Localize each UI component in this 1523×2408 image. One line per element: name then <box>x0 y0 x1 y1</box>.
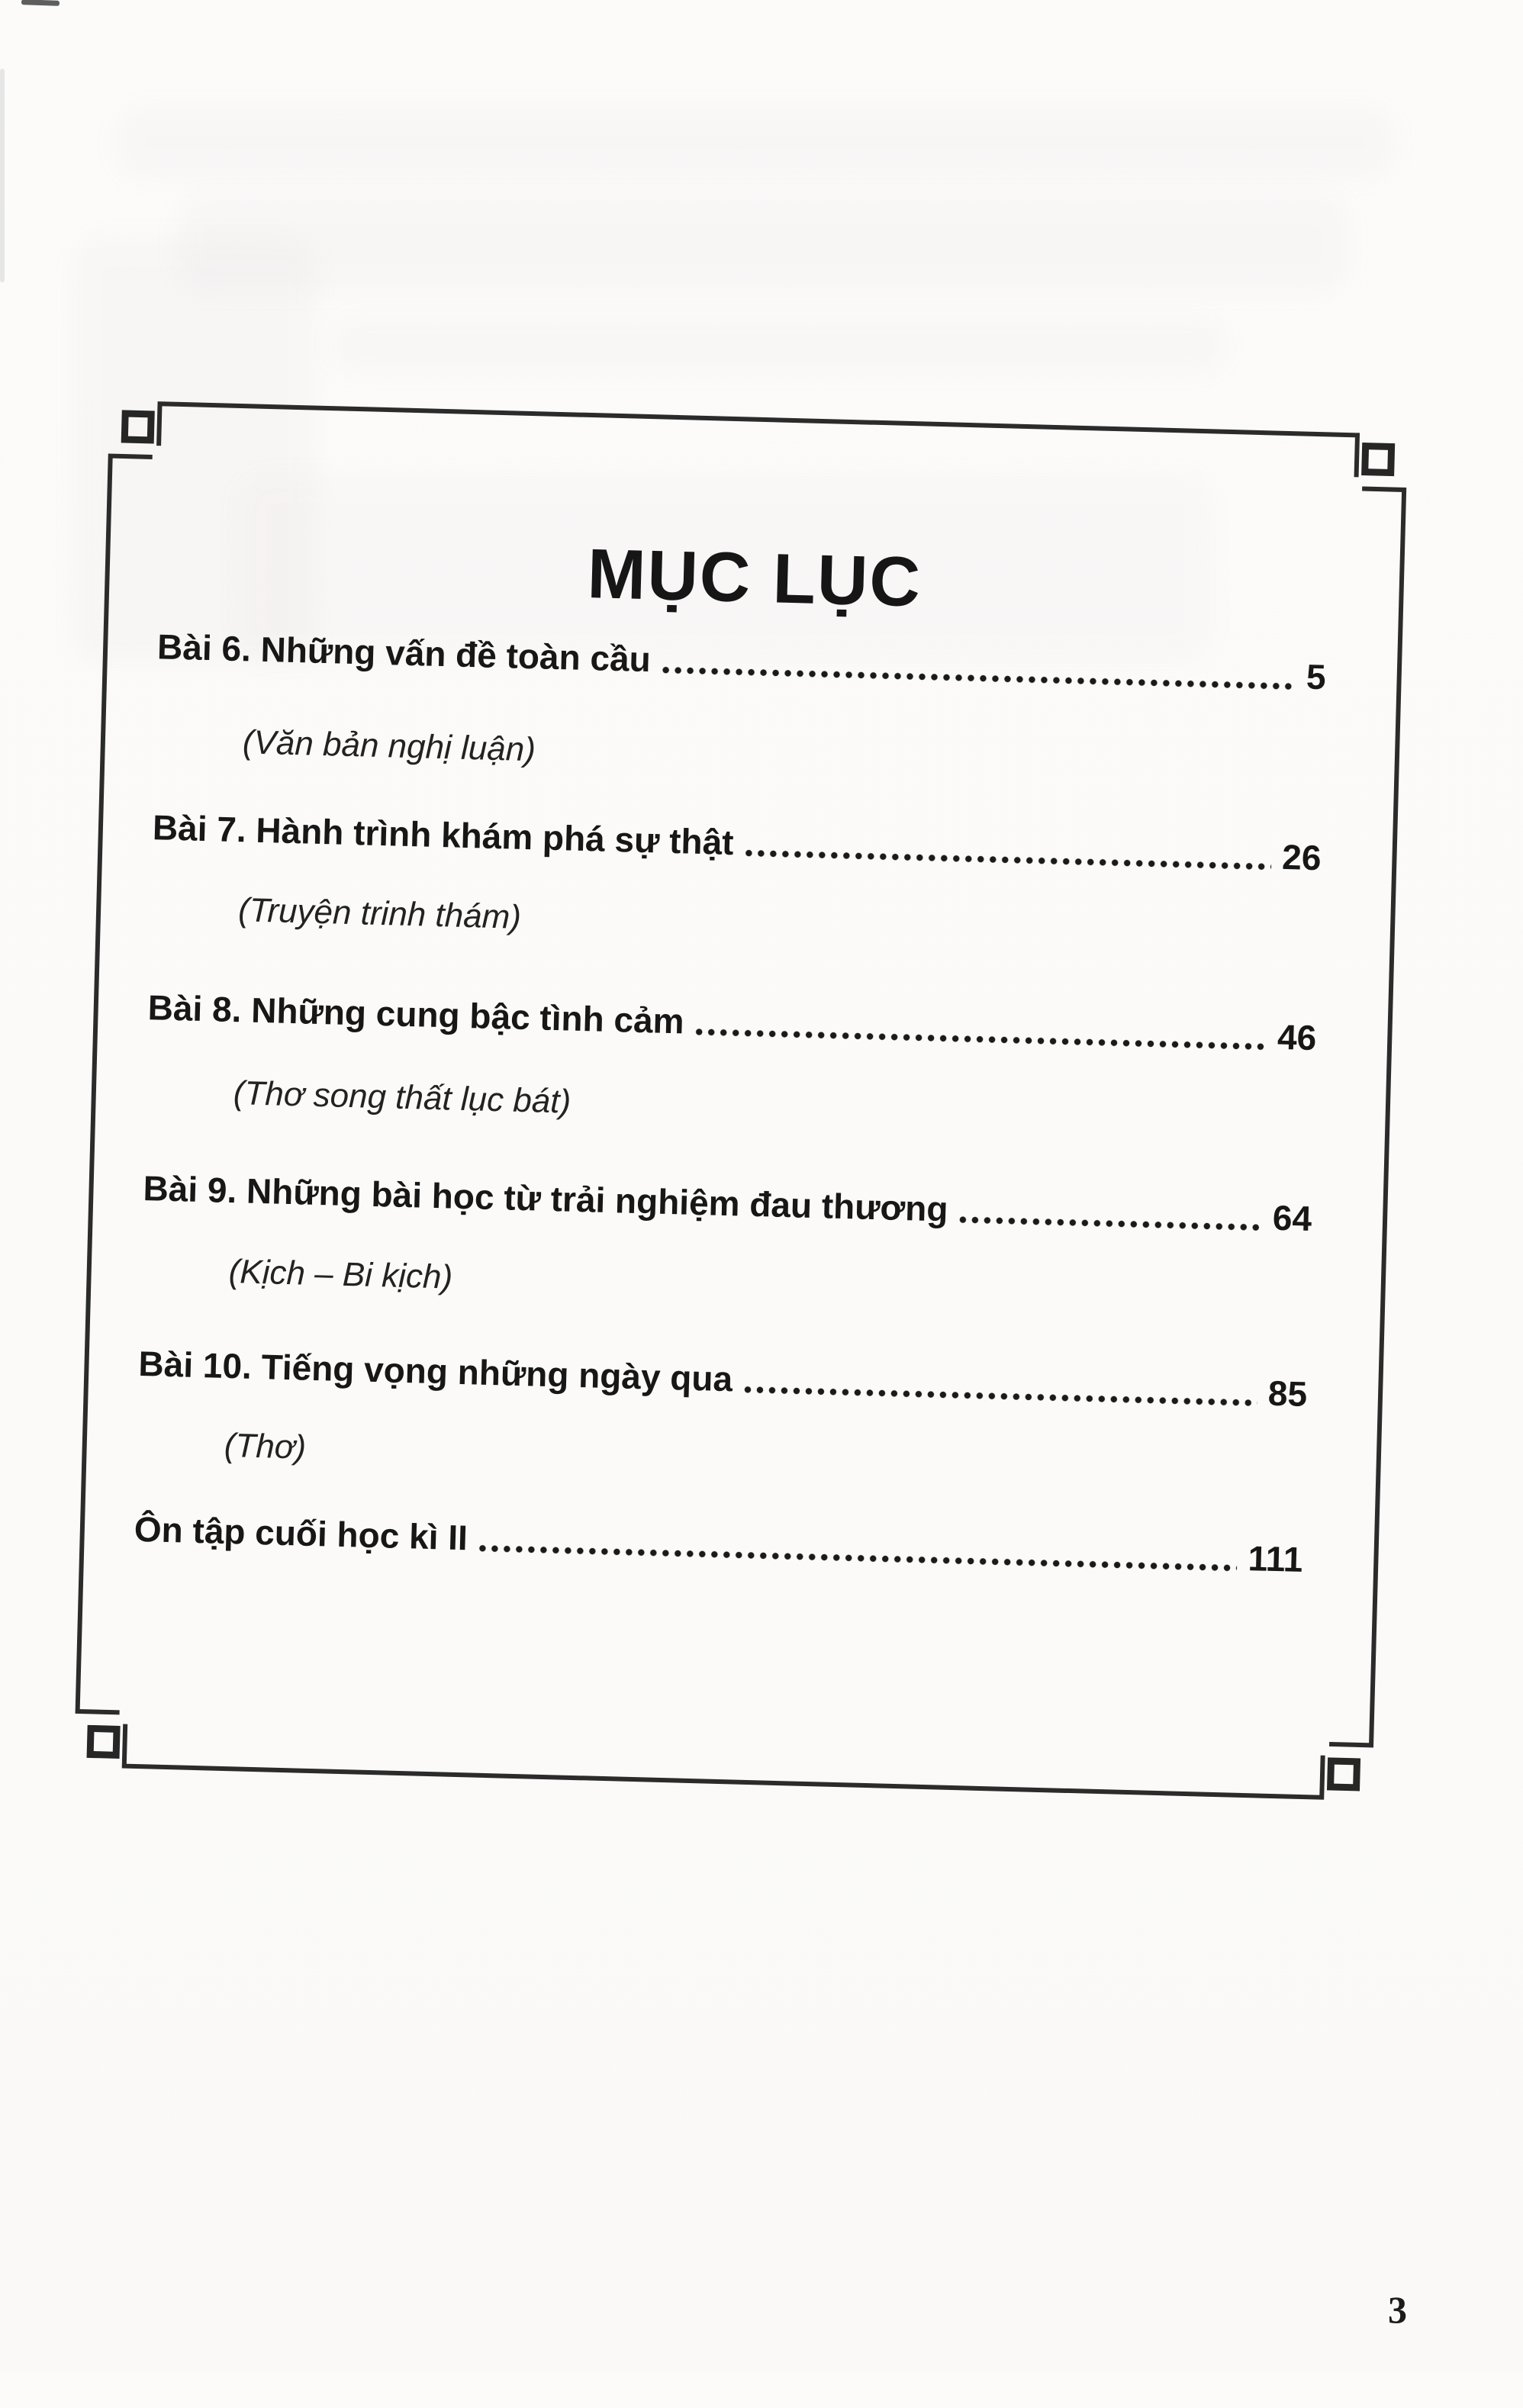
toc-leader-dots <box>742 849 1271 870</box>
toc-entry <box>147 988 1317 1058</box>
toc-entry-subtitle: (Kịch – Bi kịch) <box>228 1252 453 1296</box>
toc-entry-page: 5 <box>1306 656 1327 697</box>
toc-entry-subtitle: (Thơ) <box>224 1426 307 1466</box>
toc-entry <box>134 1510 1303 1579</box>
folio-page-number: 3 <box>1388 2288 1407 2331</box>
toc-leader-dots <box>476 1544 1237 1571</box>
toc-entry-page: 64 <box>1272 1197 1312 1239</box>
toc-entry-subtitle: (Truyện trinh thám) <box>237 891 522 936</box>
toc-leader-dots <box>659 666 1296 690</box>
toc-entry-label: Bài 9. Những bài học từ trải nghiệm đau thương <box>142 1168 949 1229</box>
toc-entry <box>152 808 1322 877</box>
toc-entry-page: 26 <box>1281 836 1322 878</box>
toc-leader-dots <box>693 1028 1267 1050</box>
toc-entry-subtitle: (Văn bản nghị luận) <box>242 723 536 769</box>
toc-entry <box>143 1169 1312 1238</box>
toc-leader-dots <box>957 1216 1262 1231</box>
toc-entry-label: Bài 8. Những cung bậc tình cảm <box>147 987 685 1041</box>
toc-entry <box>157 627 1327 697</box>
toc-entry-label: Ôn tập cuối học kì II <box>134 1508 468 1558</box>
toc-content <box>59 385 1423 1827</box>
toc-leader-dots <box>742 1386 1257 1406</box>
toc-entry-page: 85 <box>1267 1373 1308 1415</box>
toc-entry <box>138 1344 1308 1414</box>
toc-entry-label: Bài 7. Hành trình khám phá sự thật <box>152 807 735 863</box>
page-title: MỤC LỤC <box>586 534 923 622</box>
toc-entry-label: Bài 10. Tiếng vọng những ngày qua <box>137 1343 733 1399</box>
toc-entry-subtitle: (Thơ song thất lục bát) <box>233 1074 572 1121</box>
toc-entry-page: 46 <box>1277 1016 1317 1058</box>
toc-entry-label: Bài 6. Những vấn đề toàn cầu <box>156 626 652 680</box>
toc-entry-page: 111 <box>1248 1538 1304 1579</box>
